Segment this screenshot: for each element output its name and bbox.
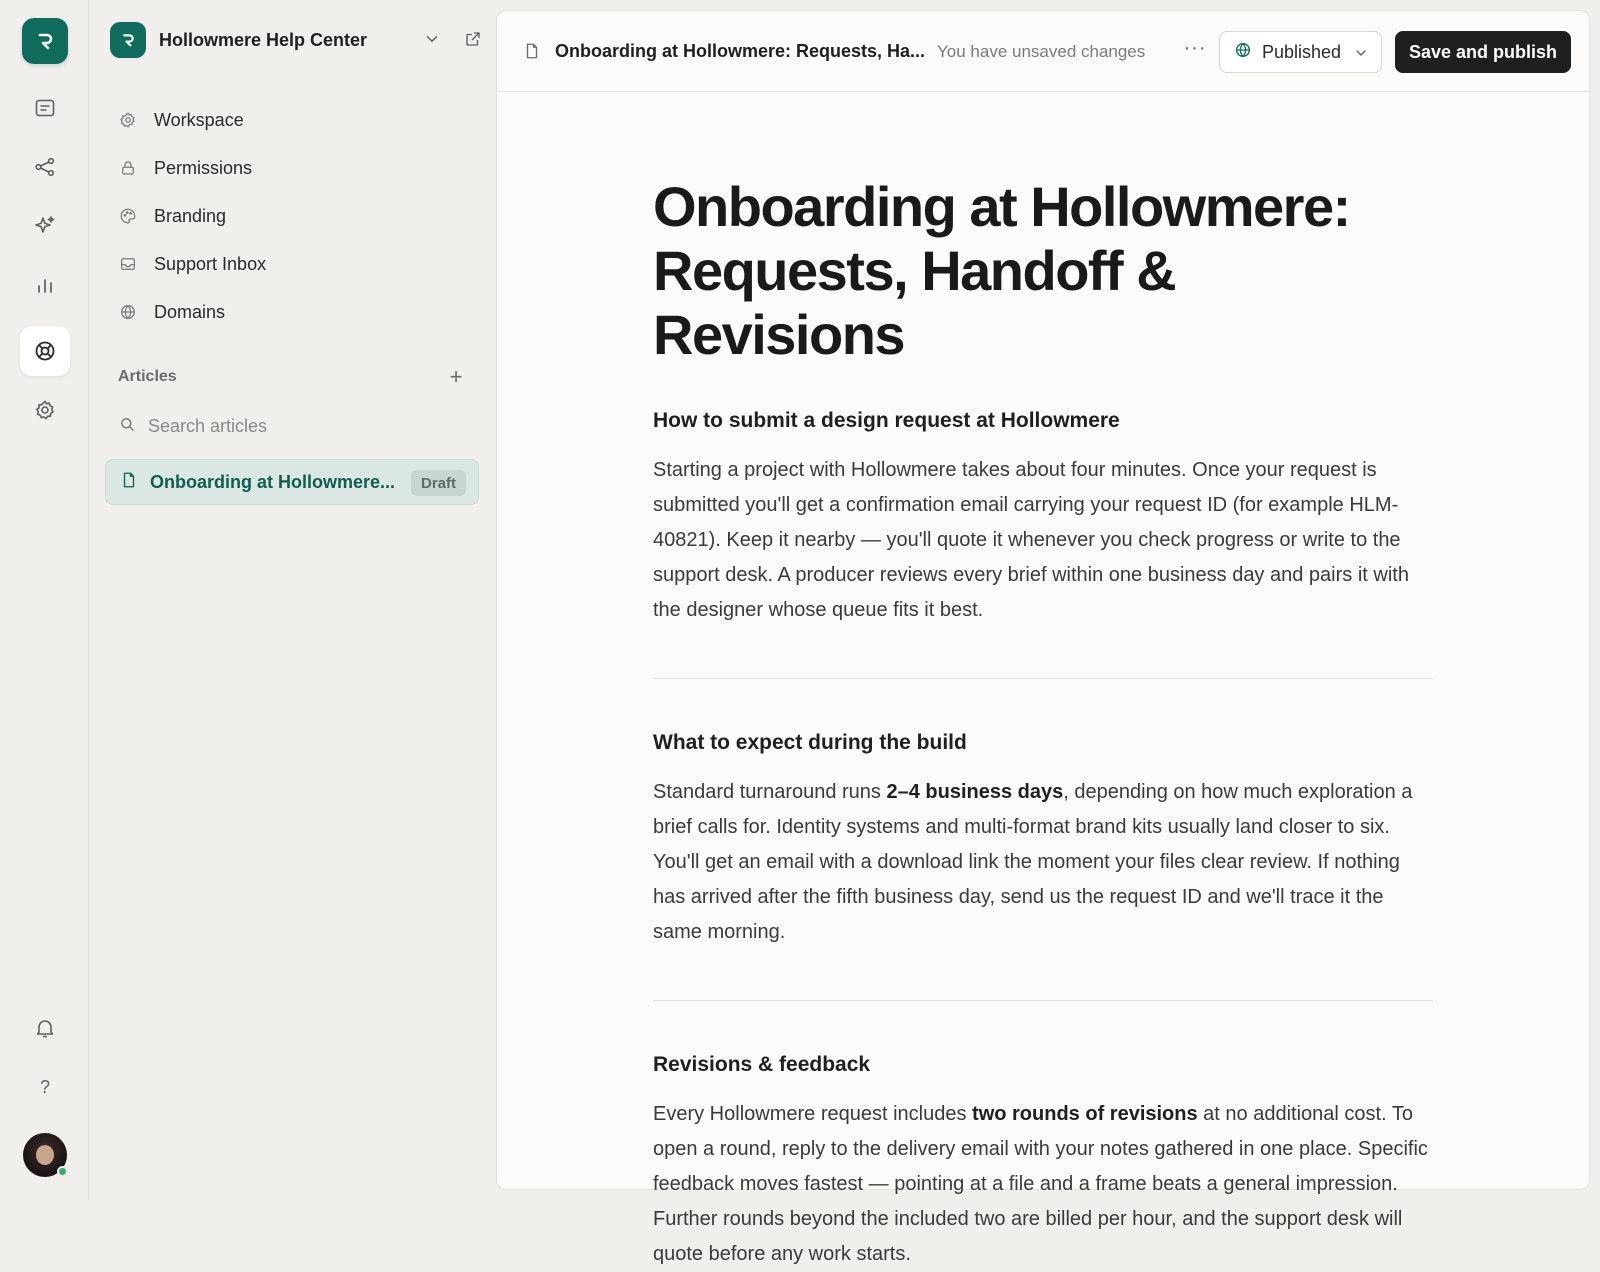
avatar-face [36, 1145, 54, 1165]
section-divider [653, 1000, 1433, 1001]
article-title: Onboarding at Hollowmere... [150, 471, 396, 492]
section-heading[interactable]: What to expect during the build [653, 731, 967, 754]
inbox-icon [118, 254, 138, 274]
section-body[interactable] [653, 775, 1433, 950]
external-link-icon[interactable] [464, 30, 482, 53]
globe-icon [1234, 41, 1252, 64]
nav-item-workspace[interactable] [110, 96, 470, 144]
body-bold-text: two rounds of revisions [972, 1103, 1198, 1125]
help-icon[interactable]: ? [39, 1076, 50, 1097]
nav-label: Workspace [154, 109, 244, 130]
body-text: Every Hollowmere request includes [653, 1103, 973, 1125]
article-section [653, 731, 1433, 950]
body-text: Standard turnaround runs [653, 781, 887, 803]
section-heading[interactable]: How to submit a design request at Hollowmere [653, 409, 1120, 432]
icon-rail [0, 0, 89, 1200]
globe-icon [118, 302, 138, 322]
section-divider [653, 678, 1433, 679]
avatar[interactable] [23, 1133, 67, 1177]
add-article-button[interactable]: + [449, 364, 463, 389]
help-center-rail-icon[interactable] [20, 326, 70, 376]
section-body[interactable]: Starting a project with Hollowmere takes about four minutes. Once your request is submitted you'll get a confirmation email carrying your request ID (for example HLM-40821). Keep it nearby — you'll quote it whenever you check progress or write to the support desk. A producer reviews every brief within one business day and pairs it with the designer whose queue fits it best. [653, 459, 1409, 621]
chevron-down-icon[interactable] [423, 30, 441, 53]
article-title-heading[interactable]: Onboarding at Hollowmere: Requests, Handoff & Revisions [653, 175, 1350, 366]
nav-label: Domains [154, 301, 226, 322]
workspace-logo-icon [110, 22, 146, 58]
nav-item-support-inbox[interactable] [110, 240, 470, 288]
sidebar [89, 0, 496, 1200]
status-badge: Draft [411, 470, 466, 496]
status-label: Published [1262, 41, 1342, 62]
settings-rail-icon[interactable] [20, 385, 70, 435]
share-rail-icon[interactable] [20, 142, 70, 192]
document-icon [120, 471, 140, 494]
nav-item-domains[interactable] [110, 288, 470, 336]
bell-icon[interactable] [20, 1003, 70, 1053]
section-heading[interactable]: Revisions & feedback [653, 1053, 871, 1076]
analytics-rail-icon[interactable] [20, 260, 70, 310]
search-icon [118, 415, 138, 438]
articles-rail-icon[interactable] [20, 83, 70, 133]
article-search [118, 410, 468, 442]
articles-heading: Articles [118, 368, 177, 385]
nav-label: Permissions [154, 157, 253, 178]
more-options-button[interactable]: ··· [1183, 37, 1207, 59]
unsaved-changes-indicator: You have unsaved changes [937, 42, 1146, 61]
workspace-switcher[interactable] [110, 22, 465, 58]
gear-icon [118, 110, 138, 130]
section-body[interactable] [653, 1097, 1433, 1272]
nav-item-branding[interactable] [110, 192, 470, 240]
online-status-dot [57, 1166, 68, 1177]
document-icon [523, 41, 541, 66]
body-text: at no additional cost. To open a round, reply to the delivery email with your notes gathered in one place. Specific feedback moves fastest — pointing at a file and a frame beats a general impression. Further rounds beyond the included two are billed per hour, and the support desk will quote before any work starts. [653, 1103, 1428, 1265]
publish-status-dropdown[interactable] [1219, 31, 1382, 73]
nav-label: Branding [154, 205, 227, 226]
nav-label: Support Inbox [154, 253, 267, 274]
chevron-down-icon [1353, 45, 1369, 66]
search-input[interactable] [148, 416, 448, 437]
article-list-item[interactable] [105, 459, 479, 505]
editor-panel [496, 10, 1590, 1265]
article-content [653, 91, 1433, 1272]
body-text: , depending on how much exploration a brief calls for. Identity systems and multi-format brand kits usually land closer to six. You'll get an email with a download link the moment your files clear review. If nothing has arrived after the fifth business day, send us the request ID and we'll trace it the same morning. [653, 781, 1413, 943]
document-title: Onboarding at Hollowmere: Requests, Ha... [555, 41, 926, 61]
article-section [653, 409, 1433, 628]
palette-icon [118, 206, 138, 226]
sparkle-rail-icon[interactable] [20, 201, 70, 251]
articles-section-header [118, 365, 468, 389]
editor-toolbar [497, 11, 1589, 92]
article-section [653, 1053, 1433, 1272]
app-logo-icon[interactable] [22, 18, 68, 64]
settings-nav [110, 96, 470, 336]
save-and-publish-button[interactable]: Save and publish [1395, 31, 1571, 73]
lock-icon [118, 158, 138, 178]
nav-item-permissions[interactable] [110, 144, 470, 192]
body-bold-text: 2–4 business days [886, 781, 1064, 803]
workspace-name: Hollowmere Help Center [159, 29, 368, 50]
